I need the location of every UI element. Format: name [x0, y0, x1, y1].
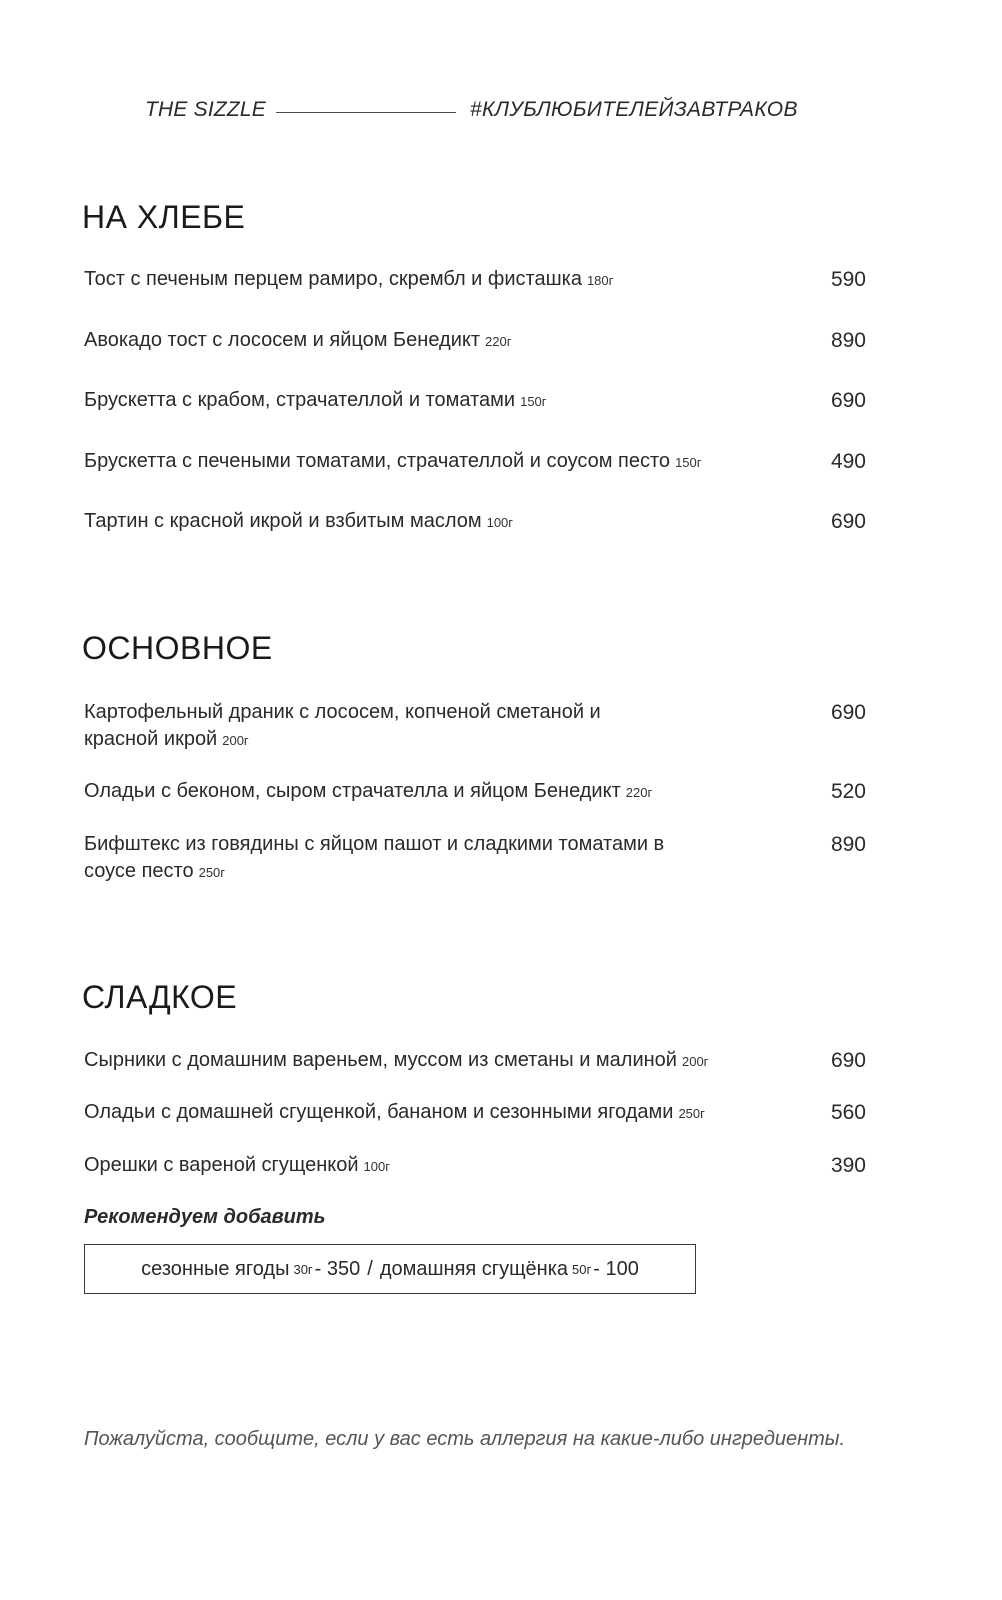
item-weight: 150г — [675, 455, 702, 470]
item-weight: 200г — [681, 1054, 709, 1069]
item-name: Бифштекс из говядины с яйцом пашот и сладкими томатами в соусе песто — [84, 833, 665, 882]
item-weight: 100г — [363, 1159, 390, 1174]
addon-weight: 30г — [293, 1261, 313, 1277]
item-name: Оладьи с беконом, сыром страчателла и яйцом Бенедикт — [84, 780, 621, 802]
item-price: 690 — [830, 510, 866, 533]
item-name: Орешки с вареной сгущенкой — [84, 1154, 359, 1176]
menu-item — [84, 266, 866, 294]
item-name: Картофельный драник с лососем, копченой сметаной и красной икрой — [84, 701, 601, 750]
recommend-box — [84, 1244, 696, 1294]
item-name-wrap — [84, 699, 644, 754]
item-price: 590 — [830, 268, 866, 291]
addon-weight: 50г — [572, 1261, 592, 1277]
header-divider — [276, 112, 456, 113]
item-name-wrap — [84, 266, 724, 294]
menu-item — [84, 1152, 866, 1180]
menu-item — [84, 387, 866, 415]
item-weight: 200г — [222, 733, 249, 748]
addon-price: - 100 — [593, 1257, 639, 1280]
item-weight: 100г — [486, 515, 514, 530]
menu-item — [84, 1099, 866, 1127]
item-name: Оладьи с домашней сгущенкой, бананом и сезонными ягодами — [84, 1101, 674, 1123]
menu-item — [84, 778, 866, 806]
brand-name: THE SIZZLE — [145, 98, 267, 121]
item-name: Брускетта с крабом, страчателлой и томатами — [84, 389, 516, 411]
item-name: Тартин с красной икрой и взбитым маслом — [84, 510, 482, 532]
menu-item — [84, 327, 866, 355]
item-weight: 220г — [625, 785, 653, 800]
item-weight: 150г — [520, 394, 547, 409]
item-price: 490 — [830, 450, 866, 473]
item-price: 690 — [830, 701, 866, 724]
menu-item — [84, 448, 866, 476]
section-title-sweet: СЛАДКОЕ — [82, 979, 238, 1015]
menu-item — [84, 831, 866, 886]
item-name: Тост с печеным перцем рамиро, скрембл и фисташка — [84, 268, 582, 290]
item-price: 890 — [830, 329, 866, 352]
menu-item — [84, 508, 866, 536]
item-name-wrap — [84, 448, 764, 476]
item-name-wrap — [84, 1099, 764, 1127]
item-weight: 180г — [586, 273, 614, 288]
item-name-wrap — [84, 831, 694, 886]
item-price: 690 — [830, 1049, 866, 1072]
section-title-bread: НА ХЛЕБЕ — [82, 199, 246, 235]
item-weight: 220г — [485, 334, 512, 349]
item-name: Авокадо тост с лососем и яйцом Бенедикт — [84, 329, 480, 351]
section-title-main: ОСНОВНОЕ — [82, 630, 273, 666]
item-name-wrap — [84, 508, 724, 536]
item-name-wrap — [84, 778, 724, 806]
item-weight: 250г — [678, 1106, 705, 1121]
item-price: 520 — [830, 780, 866, 803]
addon-price: - 350 — [314, 1257, 361, 1280]
item-name: Брускетта с печеными томатами, страчателлой и соусом песто — [84, 450, 671, 472]
menu-item — [84, 1047, 866, 1075]
item-name: Сырники с домашним вареньем, муссом из сметаны и малиной — [84, 1049, 677, 1071]
hashtag: #КЛУБЛЮБИТЕЛЕЙЗАВТРАКОВ — [470, 98, 798, 121]
allergy-note: Пожалуйста, сообщите, если у вас есть аллергия на какие-либо ингредиенты. — [84, 1428, 846, 1450]
item-name-wrap — [84, 1152, 724, 1180]
item-price: 690 — [830, 389, 866, 412]
addon-name: сезонные ягоды — [141, 1257, 290, 1280]
item-weight: 250г — [198, 865, 226, 880]
recommend-title: Рекомендуем добавить — [84, 1206, 326, 1228]
item-name-wrap — [84, 387, 724, 415]
addon-separator: / — [367, 1257, 373, 1280]
item-name-wrap — [84, 1047, 764, 1075]
item-price: 560 — [830, 1101, 866, 1124]
item-name-wrap — [84, 327, 724, 355]
addon-name: домашняя сгущёнка — [379, 1257, 569, 1280]
menu-header — [0, 98, 1002, 124]
menu-item — [84, 699, 866, 754]
item-price: 890 — [830, 833, 866, 856]
item-price: 390 — [830, 1154, 866, 1177]
